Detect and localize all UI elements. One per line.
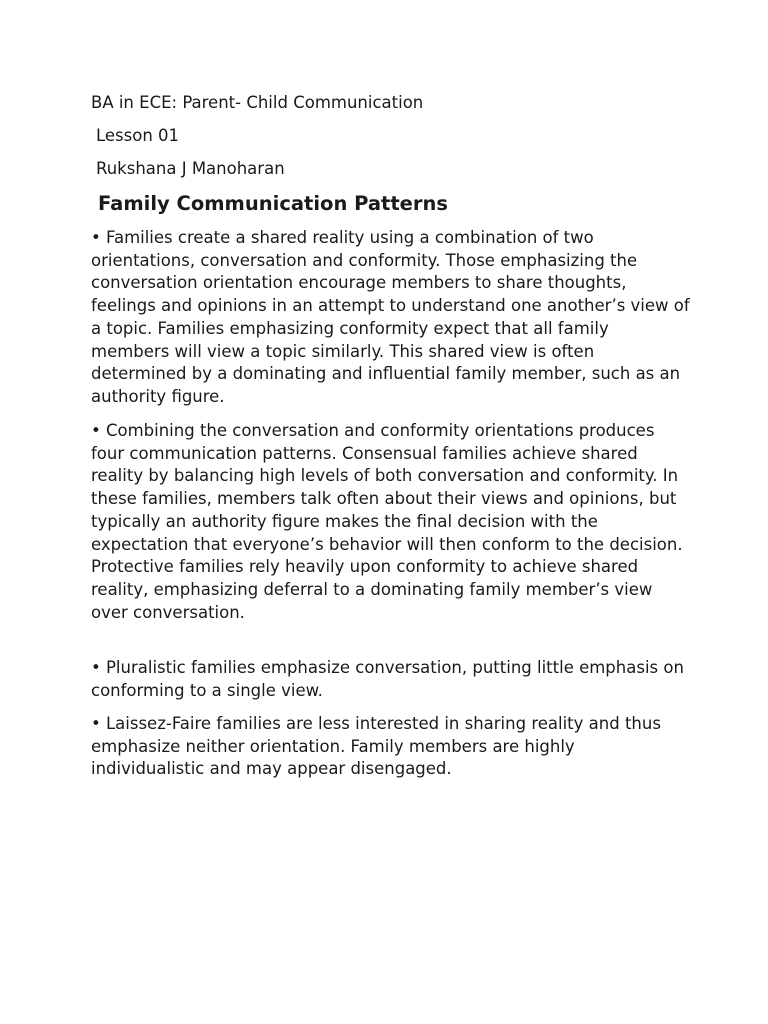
- section-heading: Family Communication Patterns: [98, 192, 449, 215]
- author-name: Rukshana J Manoharan: [96, 159, 285, 178]
- paragraph-orientations: • Families create a shared reality using a combination of two orientations, conversation and conformity. Those emphasizing the conversation orientation encourage members to share thoughts, feelings and opinions in an attempt to understand one another’s view of a topic. Families emphasizing conformity expect that all family members will view a topic similarly. This shared view is often determined by a dominating and influential family member, such as an authority figure.: [91, 228, 690, 406]
- course-title: BA in ECE: Parent- Child Communication: [91, 93, 424, 112]
- paragraph-pluralistic: • Pluralistic families emphasize conversation, putting little emphasis on conforming to a single view.: [91, 658, 684, 700]
- paragraph-laissez-faire: • Laissez-Faire families are less interested in sharing reality and thus emphasize neither orientation. Family members are highly individualistic and may appear disengaged.: [91, 714, 661, 779]
- lesson-number: Lesson 01: [96, 126, 180, 145]
- paragraph-consensual-protective: • Combining the conversation and conformity orientations produces four communication patterns. Consensual families achieve shared reality by balancing high levels of both conversation and conformity. In these families, members talk often about their views and opinions, but typically an authority figure makes the final decision with the expectation that everyone’s behavior will then conform to the decision. Protective families rely heavily upon conformity to achieve shared reality, emphasizing deferral to a dominating family member’s view over conversation.: [91, 421, 683, 622]
